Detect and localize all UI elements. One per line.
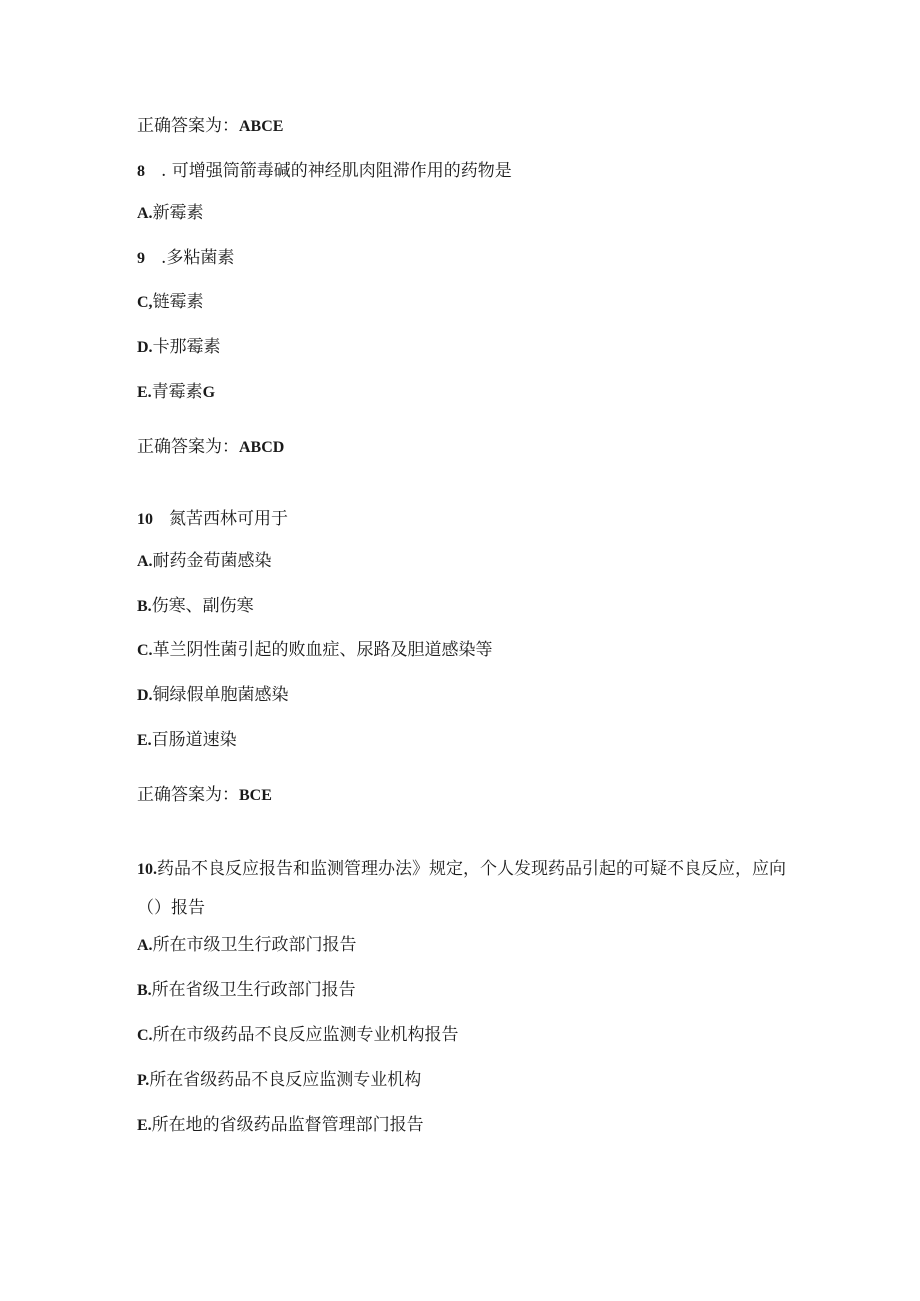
option-text: 革兰阴性菌引起的败血症、尿路及胆道感染等 bbox=[152, 640, 493, 660]
option-item bbox=[137, 1024, 459, 1047]
question-stem bbox=[137, 508, 288, 531]
option-label: E. bbox=[137, 1117, 152, 1134]
answer-value: ABCE bbox=[239, 118, 284, 135]
option-label: B. bbox=[137, 598, 152, 615]
option-item bbox=[137, 595, 254, 618]
option-label: E. bbox=[137, 384, 152, 401]
question-text: . 可增强筒箭毒碱的神经肌肉阻滞作用的药物是 bbox=[161, 161, 512, 181]
option-text: 所在省级药品不良反应监测专业机构 bbox=[149, 1070, 422, 1090]
option-label: P. bbox=[137, 1072, 150, 1089]
option-text: 耐药金荀菌感染 bbox=[152, 551, 272, 571]
option-text: 所在市级药品不良反应监测专业机构报告 bbox=[152, 1025, 459, 1045]
option-text: 所在省级卫生行政部门报告 bbox=[151, 980, 356, 1000]
option-text: 卡那霉素 bbox=[152, 337, 221, 357]
answer-line bbox=[137, 436, 284, 459]
option-text: 新霉素 bbox=[152, 203, 204, 223]
option-label: C. bbox=[137, 1027, 153, 1044]
option-label: C. bbox=[137, 642, 153, 659]
question-stem bbox=[137, 850, 787, 927]
option-item bbox=[137, 336, 221, 359]
option-label: A. bbox=[137, 937, 153, 954]
option-label: B. bbox=[137, 982, 152, 999]
answer-value: ABCD bbox=[239, 439, 285, 456]
option-text: 青霉素 bbox=[151, 382, 203, 402]
option-suffix: G bbox=[202, 384, 216, 401]
option-label: E. bbox=[137, 732, 152, 749]
option-item bbox=[137, 202, 204, 225]
answer-value: BCE bbox=[239, 787, 272, 804]
option-text: 铜绿假单胞菌感染 bbox=[152, 685, 289, 705]
question-number: 10 bbox=[137, 511, 153, 528]
answer-prefix: 正确答案为： bbox=[137, 437, 239, 457]
option-item bbox=[137, 934, 357, 957]
option-text: 链霉素 bbox=[152, 292, 204, 312]
answer-prefix: 正确答案为： bbox=[137, 116, 239, 136]
option-text: 伤寒、副伤寒 bbox=[151, 596, 254, 616]
option-item bbox=[137, 684, 289, 707]
option-item bbox=[137, 1114, 424, 1137]
question-number: 10. bbox=[137, 861, 157, 878]
option-label: D. bbox=[137, 687, 153, 704]
question-text: .多粘菌素 bbox=[161, 248, 235, 268]
question-text: 氮苦西林可用于 bbox=[169, 509, 288, 529]
option-item bbox=[137, 381, 215, 404]
option-label: A. bbox=[137, 205, 153, 222]
answer-line bbox=[137, 784, 272, 807]
question-stem bbox=[137, 160, 512, 183]
option-text: 百肠道速染 bbox=[151, 730, 237, 750]
question-number: 9 bbox=[137, 250, 145, 267]
option-text: 所在市级卫生行政部门报告 bbox=[152, 935, 357, 955]
question-text: 药品不良反应报告和监测管理办法》规定，个人发现药品引起的可疑不良反应，应向（）报告 bbox=[137, 859, 786, 918]
option-item bbox=[137, 1069, 421, 1092]
option-label: D. bbox=[137, 339, 153, 356]
question-number: 8 bbox=[137, 163, 145, 180]
option-item bbox=[137, 291, 204, 314]
option-item bbox=[137, 729, 237, 752]
option-text: 所在地的省级药品监督管理部门报告 bbox=[151, 1115, 424, 1135]
option-label: C, bbox=[137, 294, 153, 311]
question-stem bbox=[137, 247, 234, 270]
option-label: A. bbox=[137, 553, 153, 570]
answer-prefix: 正确答案为： bbox=[137, 785, 239, 805]
option-item bbox=[137, 550, 272, 573]
option-item bbox=[137, 979, 356, 1002]
option-item bbox=[137, 639, 493, 662]
answer-line bbox=[137, 115, 283, 138]
